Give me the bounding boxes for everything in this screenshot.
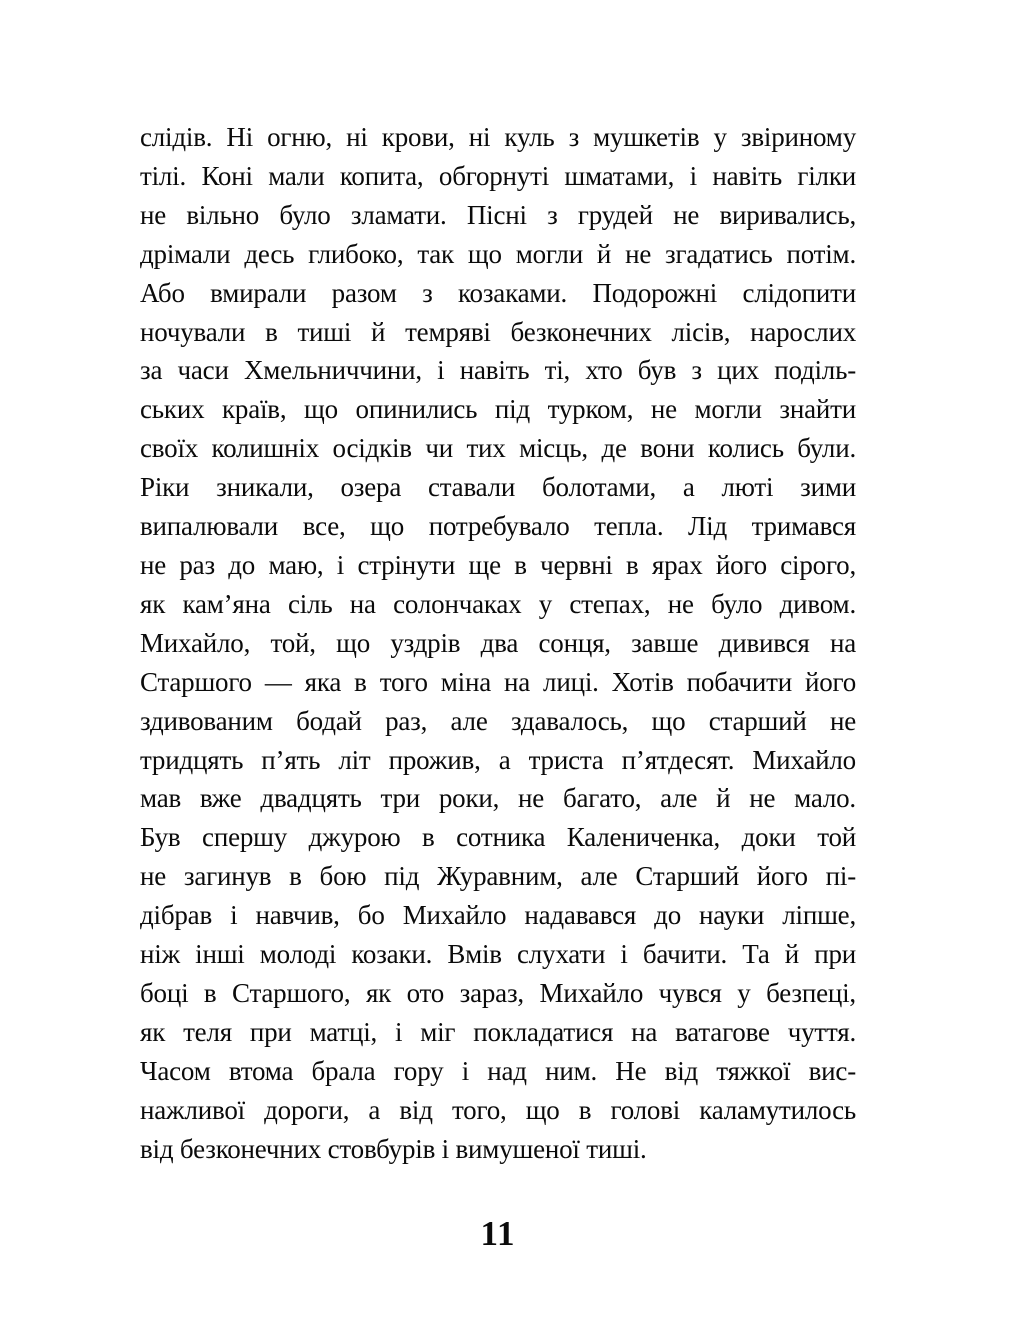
text-line: не загинув в бою під Журавним, але Старший його пі- — [140, 861, 856, 892]
text-line: випалювали все, що потребувало тепла. Лід тримався — [140, 511, 856, 542]
text-line: своїх колишніх осідків чи тих місць, де вони колись були. — [140, 433, 856, 464]
text-line: тілі. Коні мали копита, обгорнуті шматами, і навіть гілки — [140, 160, 856, 191]
text-line: за часи Хмельниччини, і навіть ті, хто був з цих поділь- — [140, 355, 856, 386]
text-line: як кам’яна сіль на солончаках у степах, не було дивом. — [140, 588, 856, 619]
body-text — [140, 118, 856, 1168]
text-line: від безконечних стовбурів і вимушеної тиші. — [140, 1133, 647, 1164]
text-line: здивованим бодай раз, але здавалось, що старший не — [140, 705, 856, 736]
text-line: ніж інші молоді козаки. Вмів слухати і бачити. Та й при — [140, 939, 856, 970]
text-line: Був спершу джурою в сотника Калениченка, доки той — [140, 822, 856, 853]
text-line: мав вже двадцять три роки, не багато, але й не мало. — [140, 783, 856, 814]
text-line: Ріки зникали, озера ставали болотами, а люті зими — [140, 472, 856, 503]
text-line: ночували в тиші й темряві безконечних лісів, нарослих — [140, 316, 856, 347]
text-line: Михайло, той, що уздрів два сонця, завше дивився на — [140, 627, 856, 658]
page-number: 11 — [480, 1214, 516, 1253]
text-line: тридцять п’ять літ прожив, а триста п’ятдесят. Михайло — [140, 744, 856, 775]
text-line: ських країв, що опинились під турком, не могли знайти — [140, 394, 856, 425]
text-line: нажливої дороги, а від того, що в голові каламутилось — [140, 1094, 856, 1125]
text-line: дрімали десь глибоко, так що могли й не згадатись потім. — [140, 238, 856, 269]
text-line: дібрав і навчив, бо Михайло надавався до науки ліпше, — [140, 900, 856, 931]
text-line: не вільно було зламати. Пісні з грудей не виривались, — [140, 199, 856, 230]
text-line: як теля при матці, і міг покладатися на ватагове чуття. — [140, 1016, 856, 1047]
text-line: не раз до маю, і стрінути ще в червні в ярах його сірого, — [140, 549, 856, 580]
text-line: боці в Старшого, як ото зараз, Михайло чувся у безпеці, — [140, 977, 856, 1008]
text-line: слідів. Ні огню, ні крови, ні куль з мушкетів у звіриному — [140, 122, 856, 152]
text-line: Або вмирали разом з козаками. Подорожні слідопити — [140, 277, 856, 308]
text-line: Старшого — яка в того міна на лиці. Хотів побачити його — [140, 666, 856, 697]
text-line: Часом втома брала гору і над ним. Не від тяжкої вис- — [140, 1055, 856, 1086]
